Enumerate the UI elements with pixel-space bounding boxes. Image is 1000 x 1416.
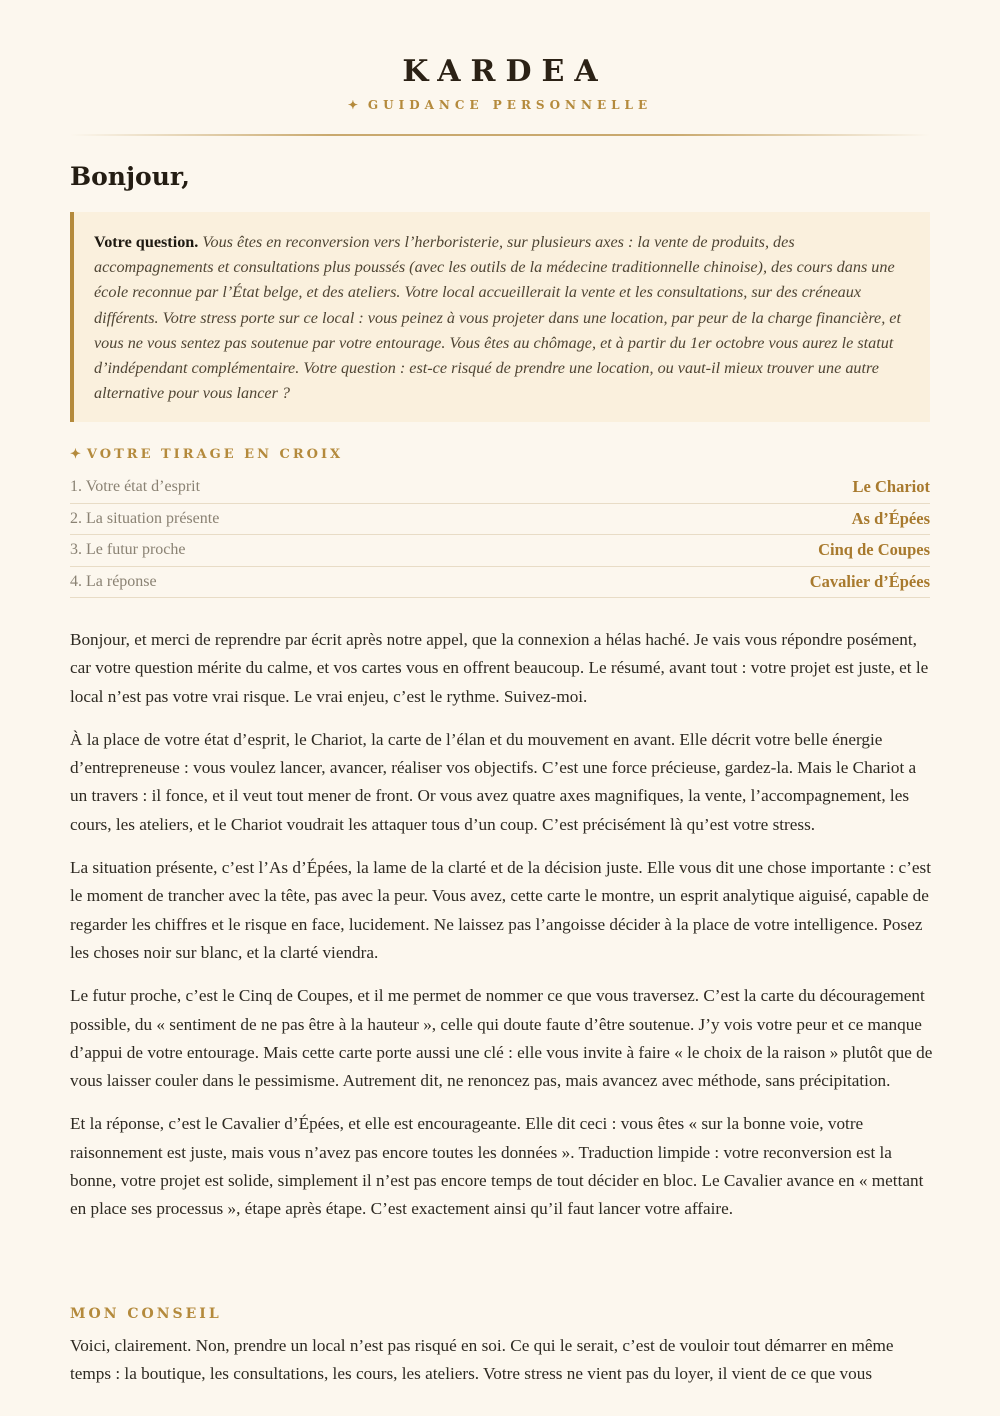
spread-heading-text: VOTRE TIRAGE EN CROIX xyxy=(86,447,344,462)
tagline-text: GUIDANCE PERSONNELLE xyxy=(367,98,653,112)
spread-heading xyxy=(70,447,343,462)
brand-title: KARDEA xyxy=(402,54,608,89)
spread-row xyxy=(70,504,930,536)
spread-card: Cavalier d’Épées xyxy=(809,571,930,591)
paragraph-state-of-mind: À la place de votre état d’esprit, le Chariot, la carte de l’élan et du mouvement en avant. Elle décrit votre belle énergie d’entrepreneuse : vous voulez lancer, avancer, réaliser vos objectifs. C’est une force précieuse, gardez-la. Mais le Chariot a un travers : il fonce, et il veut tout mener de front. Or vous avez quatre axes magnifiques, la vente, l’accompagnement, les cours, les ateliers, et le Chariot voudrait les attaquer tous d’un coup. C’est précisément là qu’est votre stress. xyxy=(70,729,917,834)
spread-position: 1. Votre état d’esprit xyxy=(70,478,201,496)
spread-card: Le Chariot xyxy=(852,477,930,497)
question-text: Vous êtes en reconversion vers l’herboristerie, sur plusieurs axes : la vente de produits, des accompagnements et consultations plus poussés (avec les outils de la médecine traditionnelle chinoise), des cours dans une école reconnue par l’État belge, et des ateliers. Votre local accueillerait la vente et les consultations, sur des créneaux différents. Votre stress porte sur ce local : vous peinez à vous projeter dans une location, par peur de la charge financière, et vous ne vous sentez pas soutenue par votre entourage. Vous êtes au chômage, et à partir du 1er octobre vous aurez le statut d’indépendant complémentaire. Votre question : est-ce risqué de prendre une location, ou vaut-il mieux trouver une autre alternative pour vous lancer ? xyxy=(94,233,901,403)
spread-row xyxy=(70,472,930,504)
spread-row xyxy=(70,567,930,599)
question-label: Votre question. xyxy=(94,233,199,251)
spread-position: 3. Le futur proche xyxy=(70,541,186,559)
spread-position: 2. La situation présente xyxy=(70,509,220,527)
paragraph-present-situation: La situation présente, c’est l’As d’Épées, la lame de la clarté et de la décision juste. Elle vous dit une chose importante : c’est le moment de trancher avec la tête, pas avec la peur. Vous avez, cette carte le montre, un esprit analytique aiguisé, capable de regarder les chiffres et le risque en face, lucidement. Ne laissez pas l’angoisse décider à la place de votre intelligence. Posez les choses noir sur blanc, et la clarté viendra. xyxy=(70,858,931,962)
star-icon: ✦ xyxy=(347,98,358,112)
reading-body xyxy=(70,626,934,1239)
question-box xyxy=(70,212,930,422)
paragraph-intro: Bonjour, et merci de reprendre par écrit après notre appel, que la connexion a hélas haché. Je vais vous répondre posément, car votre question mérite du calme, et vos cartes vous en offrent beaucoup. Le résumé, avant tout : votre projet est juste, et le local n’est pas votre vrai risque. Le vrai enjeu, c’est le rythme. Suivez-moi. xyxy=(70,630,929,706)
spread-list xyxy=(70,472,930,598)
spread-position: 4. La réponse xyxy=(70,572,157,590)
paragraph-near-future: Le futur proche, c’est le Cinq de Coupes, et il me permet de nommer ce que vous traversez. C’est la carte du découragement possible, du « sentiment de ne pas être à la hauteur », celle qui doute faute d’être soutenue. J’y vois votre peur et ce manque d’appui de votre entourage. Mais cette carte porte aussi une clé : elle vous invite à faire « le choix de la raison » plutôt que de vous laisser couler dans le pessimisme. Autrement dit, ne renoncez pas, mais avancez avec méthode, sans précipitation. xyxy=(70,986,933,1091)
greeting: Bonjour, xyxy=(70,162,190,191)
paragraph-answer: Et la réponse, c’est le Cavalier d’Épées, et elle est encourageante. Elle dit ceci : vous êtes « sur la bonne voie, votre raisonnement est juste, mais vous n’avez pas encore toutes les données ». Traduction limpide : votre reconversion est la bonne, votre projet est solide, simplement il n’est pas encore temps de tout décider en bloc. Le Cavalier avance en « mettant en place ses processus », étape après étape. C’est exactement ainsi qu’il faut lancer votre affaire. xyxy=(70,1114,924,1219)
advice-text: Voici, clairement. Non, prendre un local n’est pas risqué en soi. Ce qui le serait, c’est de vouloir tout démarrer en même temps : la boutique, les consultations, les cours, les ateliers. Votre stress ne vient pas du loyer, il vient de ce que vous xyxy=(70,1336,894,1384)
advice-heading: MON CONSEIL xyxy=(70,1306,222,1322)
spread-card: As d’Épées xyxy=(851,508,930,528)
spread-card: Cinq de Coupes xyxy=(818,540,930,560)
header-divider xyxy=(70,134,930,136)
spread-row xyxy=(70,535,930,567)
star-icon: ✦ xyxy=(70,447,81,462)
brand-tagline xyxy=(0,98,1000,112)
